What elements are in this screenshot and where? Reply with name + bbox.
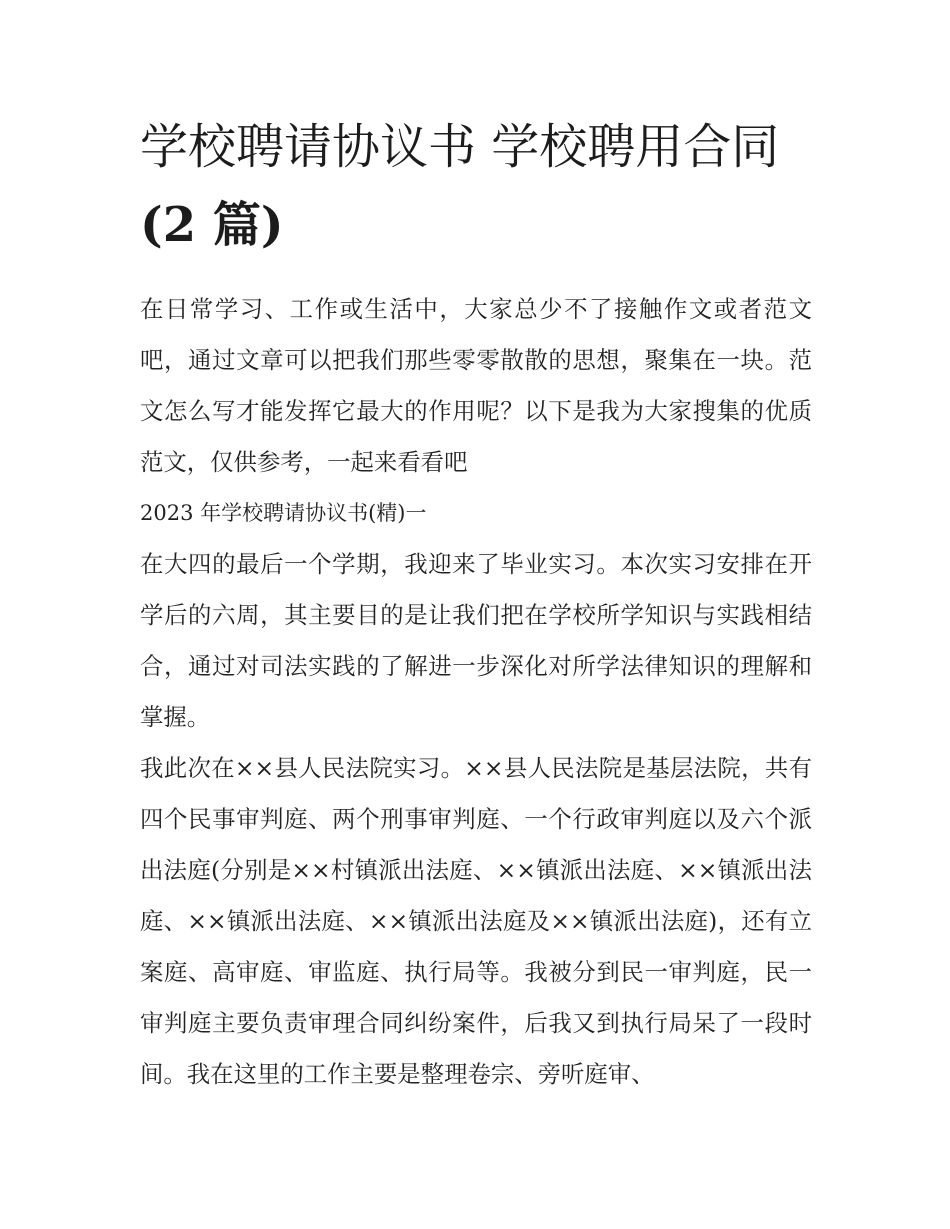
- section-heading: 2023 年学校聘请协议书(精)一: [140, 501, 427, 525]
- title-line-2: (2 篇): [140, 197, 284, 253]
- title-line-1: 学校聘请协议书 学校聘用合同: [140, 119, 780, 175]
- intro-paragraph: 在日常学习、工作或生活中，大家总少不了接触作文或者范文吧，通过文章可以把我们那些零零散散的思想，聚集在一块。范文怎么写才能发挥它最大的作用呢？以下是我为大家搜集的优质范文，仅供参考，一起来看看吧: [140, 295, 812, 476]
- body-paragraph-2: 我此次在××县人民法院实习。××县人民法院是基层法院，共有四个民事审判庭、两个刑事审判庭、一个行政审判庭以及六个派出法庭(分别是××村镇派出法庭、××镇派出法庭、××镇派出法庭、××镇派出法庭、××镇派出法庭及××镇派出法庭)，还有立案庭、高审庭、审监庭、执行局等。我被分到民一审判庭，民一审判庭主要负责审理合同纠纷案件，后我又到执行局呆了一段时间。我在这里的工作主要是整理卷宗、旁听庭审、: [140, 754, 812, 1088]
- body-paragraph-1: 在大四的最后一个学期，我迎来了毕业实习。本次实习安排在开学后的六周，其主要目的是让我们把在学校所学知识与实践相结合，通过对司法实践的了解进一步深化对所学法律知识的理解和掌握。: [140, 550, 812, 731]
- document-content: [140, 108, 812, 1100]
- document-body: [140, 284, 812, 1100]
- document-title: [140, 108, 812, 264]
